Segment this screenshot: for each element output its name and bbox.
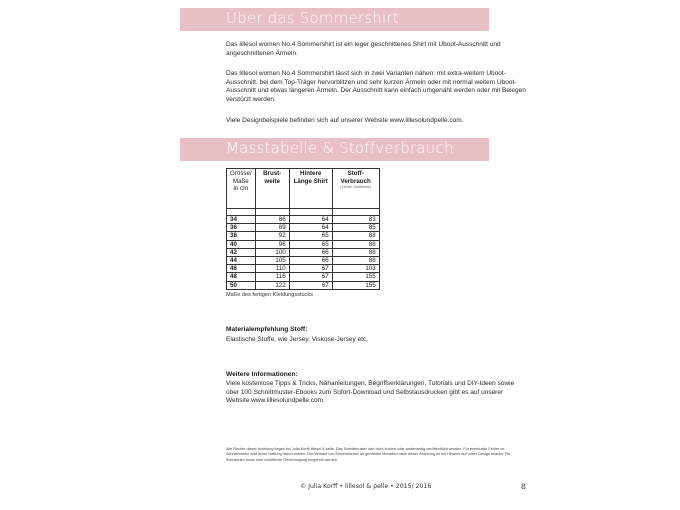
cell-size: 34 [227,216,256,224]
table-row [227,273,380,281]
cell-fabric: 88 [332,240,379,248]
cell-size: 38 [227,232,256,240]
paragraph-variants: Das lillesol women No.4 Sommershirt lässt sich in zwei Varianten nähen: mit extra-weitem Uboot-Ausschnitt, bei dem Top-Träger hervorblitzen und sehr kurzen Ärmeln oder mit normal weitem Uboot-Ausschnitt und etwas längeren Ärmeln. Der Ausschnitt kann einfach umgenäht werden oder mit Belegen verstürzt werden. [226,70,526,103]
cell-bust: 96 [255,240,289,248]
legal-notice: Alle Rechte dieser Anleitung liegen bei Julia Korff/ lillesol & pelle. Das Schnittmuster darf nicht kopiert oder anderweitig veröffentlicht werden. Für eventuelle Fehler im Schnittmuster wird keine Haftung übernommen. Der Verkauf von Einzelstücken an genähten Modellen nach dieser Anleitung ist mit Hinweis auf unser Design erlaubt. Für Kleinserien muss eine schriftliche Genehmigung eingeholt werden. [226,447,511,462]
header-fabric [332,169,379,209]
size-table-header-row [227,169,380,209]
cell-fabric: 83 [332,216,379,224]
cell-back-length: 65 [289,240,332,248]
material-body: Elastische Stoffe, wie Jersey, Viskose-Jersey etc. [226,336,368,343]
header-bust: Brust- weite [255,169,289,209]
cell-back-length: 65 [289,232,332,240]
header-fabric-label: Stoff- Verbrauch [340,170,371,185]
cell-size: 48 [227,273,256,281]
cell-bust: 116 [255,273,289,281]
cell-fabric: 88 [332,257,379,265]
cell-size: 50 [227,281,256,289]
table-row [227,265,380,273]
table-row [227,257,380,265]
cell-back-length: 64 [289,224,332,232]
header-back-length: Hintere Länge Shirt [289,169,332,209]
header-fabric-sub: (140cm Stoffbreite) [340,185,371,190]
material-title: Materialempfehlung Stoff: [226,326,308,333]
cell-fabric: 88 [332,232,379,240]
cell-fabric: 155 [332,273,379,281]
table-caption: Maße des fertigen Kleidungsstücks [226,292,314,298]
cell-bust: 92 [255,232,289,240]
section-title-size-table: Masstabelle & Stoffverbrauch [226,139,454,157]
cell-size: 40 [227,240,256,248]
info-body: Viele kostenlose Tipps & Tricks, Nähanleitungen, Begriffserklärungen, Tutorials und DIY-Ideen sowie über 100 Schnittmuster-Ebooks zum Sofort-Download und Selbstausdrucken gibt es auf unserer Website www.lillesolundpelle.com. [226,380,515,405]
cell-back-length: 66 [289,257,332,265]
cell-size: 42 [227,248,256,256]
cell-bust: 89 [255,224,289,232]
header-size: Grösse/ Maße in cm [227,169,256,209]
table-spacer-row [227,209,380,216]
cell-fabric: 88 [332,248,379,256]
cell-back-length: 67 [289,265,332,273]
footer-credit: © Julia Korff • lillesol & pelle • 2015/ 2016 [300,483,432,490]
cell-bust: 86 [255,216,289,224]
table-row [227,216,380,224]
page-number: 8 [521,482,526,491]
info-title: Weitere Informationen: [226,371,298,378]
cell-fabric: 155 [332,281,379,289]
table-row [227,281,380,289]
table-row [227,232,380,240]
paragraph-website: Viele Designbeispiele befinden sich auf unserer Website www.lillesolundpelle.com. [226,117,464,124]
paragraph-intro: Das lillesol women No.4 Sommershirt ist ein leger geschnittenes Shirt mit Uboot-Ausschnitt und angeschnittenen Ärmeln. [226,41,501,57]
cell-bust: 110 [255,265,289,273]
section-title-about: Über das Sommershirt [226,9,399,27]
table-row [227,224,380,232]
cell-back-length: 67 [289,281,332,289]
cell-fabric: 103 [332,265,379,273]
cell-fabric: 85 [332,224,379,232]
table-row [227,248,380,256]
cell-size: 36 [227,224,256,232]
cell-back-length: 66 [289,248,332,256]
table-row [227,240,380,248]
cell-bust: 100 [255,248,289,256]
cell-back-length: 67 [289,273,332,281]
cell-size: 46 [227,265,256,273]
size-table [226,168,380,290]
cell-size: 44 [227,257,256,265]
cell-back-length: 64 [289,216,332,224]
section-banner-size-table [180,138,489,161]
cell-bust: 105 [255,257,289,265]
section-banner-about [180,8,489,31]
cell-bust: 122 [255,281,289,289]
